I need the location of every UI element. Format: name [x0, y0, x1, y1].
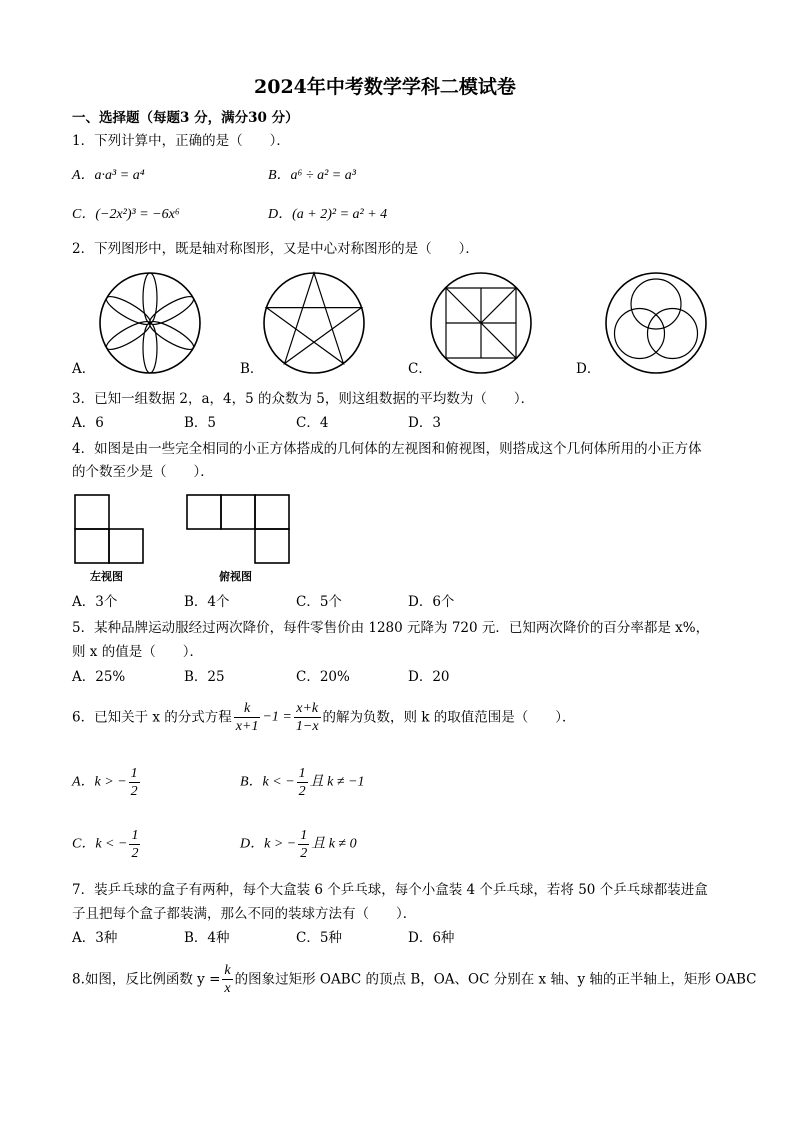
q4-option-c: C．5个: [296, 594, 342, 610]
q7-option-b: B．4种: [184, 930, 230, 946]
q6-option-b-condition: 且 k ≠ −1: [309, 774, 365, 790]
q6-option-c: [72, 827, 142, 862]
q8-stem-prefix: 8.如图，反比例函数 y =: [72, 971, 221, 988]
q6-fraction-2: [294, 700, 321, 735]
q6-option-d-text: D．k > −: [240, 836, 297, 852]
q6-stem-prefix: 6．已知关于 x 的分式方程: [72, 709, 232, 726]
q2-label-b: B．: [240, 361, 264, 377]
q8-fraction-denominator: x: [224, 981, 231, 996]
q6-option-a-text: A．k > −: [72, 774, 127, 790]
page-title: 2024年中考数学学科二模试卷: [254, 76, 516, 98]
q4-stem-line1: 4．如图是由一些完全相同的小正方体搭成的几何体的左视图和俯视图，则搭成这个几何体所用的小正方体: [72, 441, 702, 457]
q6-fraction-2-numerator: x+k: [294, 700, 321, 718]
q6-option-c-fraction: [129, 827, 140, 862]
q3-option-b: B．5: [184, 415, 217, 431]
q8-fraction: [222, 962, 232, 997]
q6-fraction-1-denominator: x+1: [235, 719, 259, 734]
q5-stem-line1: 5．某种品牌运动服经过两次降价，每件零售价由 1280 元降为 720 元．已知两次降价的百分率都是 x%，: [72, 620, 710, 636]
q6-fraction-1: [234, 700, 261, 735]
q1-option-b: B．a⁶ ÷ a² = a³: [268, 168, 356, 183]
q1-option-c: C．(−2x²)³ = −6x⁶: [72, 207, 180, 222]
q6-option-b-text: B．k < −: [240, 774, 295, 790]
q3-option-c: C．4: [296, 415, 329, 431]
q2-label-a: A．: [72, 361, 96, 377]
q6-stem: [72, 700, 576, 735]
q4-left-view: [74, 494, 144, 564]
q5-option-d: D．20: [408, 669, 450, 685]
q7-option-c: C．5种: [296, 930, 342, 946]
q2-label-d: D．: [576, 361, 601, 377]
q6-option-d-numerator: 1: [300, 828, 308, 843]
q8-stem-suffix: 的图象过矩形 OABC 的顶点 B，OA、OC 分别在 x 轴、y 轴的正半轴上，矩形 OABC: [234, 971, 757, 988]
q4-stem-line2: 的个数至少是（ ）．: [72, 464, 214, 480]
section-heading: 一、选择题（每题3 分，满分30 分）: [72, 110, 299, 126]
q4-option-b: B．4个: [184, 594, 230, 610]
q2-figure-a: [98, 271, 202, 375]
q5-option-b: B．25: [184, 669, 225, 685]
q6-option-d-denominator: 2: [300, 846, 308, 861]
q6-option-d-condition: 且 k ≠ 0: [311, 836, 357, 852]
q7-option-a: A．3种: [72, 930, 118, 946]
q5-option-a: A．25%: [72, 669, 126, 685]
q3-option-d: D．3: [408, 415, 441, 431]
q7-option-d: D．6种: [408, 930, 455, 946]
q3-stem: 3．已知一组数据 2，a，4，5 的众数为 5，则这组数据的平均数为（ ）．: [72, 391, 535, 407]
q7-stem-line1: 7．装乒乓球的盒子有两种，每个大盒装 6 个乒乓球，每个小盒装 4 个乒乓球，若将 50 个乒乓球都装进盒: [72, 882, 708, 898]
q4-top-view: [186, 494, 292, 564]
q6-option-a: [72, 765, 142, 800]
q4-option-a: A．3个: [72, 594, 118, 610]
q6-option-c-text: C．k < −: [72, 836, 128, 852]
q1-stem: 1．下列计算中，正确的是（ ）．: [72, 133, 290, 149]
q6-fraction-2-denominator: 1−x: [295, 719, 319, 734]
q5-stem-line2: 则 x 的值是（ ）．: [72, 644, 203, 660]
q6-option-b: [240, 765, 365, 800]
q2-label-c: C．: [408, 361, 432, 377]
q2-figure-d: [604, 271, 708, 375]
q1-option-a: A．a·a³ = a⁴: [72, 168, 145, 183]
q6-option-a-denominator: 2: [130, 784, 138, 799]
q4-top-view-caption: 俯视图: [219, 570, 252, 583]
q6-option-c-numerator: 1: [131, 828, 139, 843]
q6-option-d-fraction: [298, 827, 309, 862]
q2-figure-b: [262, 271, 366, 375]
q3-option-a: A．6: [72, 415, 104, 431]
q7-stem-line2: 子且把每个盒子都装满，那么不同的装球方法有（ ）．: [72, 906, 417, 922]
q4-option-d: D．6个: [408, 594, 455, 610]
q6-option-c-denominator: 2: [131, 846, 139, 861]
q2-figure-c: [429, 271, 533, 375]
q6-option-b-fraction: [297, 765, 308, 800]
q2-stem: 2．下列图形中，既是轴对称图形，又是中心对称图形的是（ ）．: [72, 241, 479, 257]
q5-option-c: C．20%: [296, 669, 350, 685]
q6-fraction-1-numerator: k: [234, 700, 261, 718]
q8-fraction-numerator: k: [224, 963, 231, 978]
q6-stem-middle: −1 =: [262, 709, 292, 725]
q6-stem-suffix: 的解为负数，则 k 的取值范围是（ ）．: [322, 709, 576, 726]
q6-option-a-numerator: 1: [130, 766, 138, 781]
q6-option-d: [240, 827, 357, 862]
q8-stem: [72, 962, 756, 997]
q6-option-a-fraction: [129, 765, 140, 800]
q6-option-b-denominator: 2: [298, 784, 306, 799]
q1-option-d: D．(a + 2)² = a² + 4: [268, 207, 388, 222]
q6-option-b-numerator: 1: [298, 766, 306, 781]
q4-left-view-caption: 左视图: [90, 570, 123, 583]
